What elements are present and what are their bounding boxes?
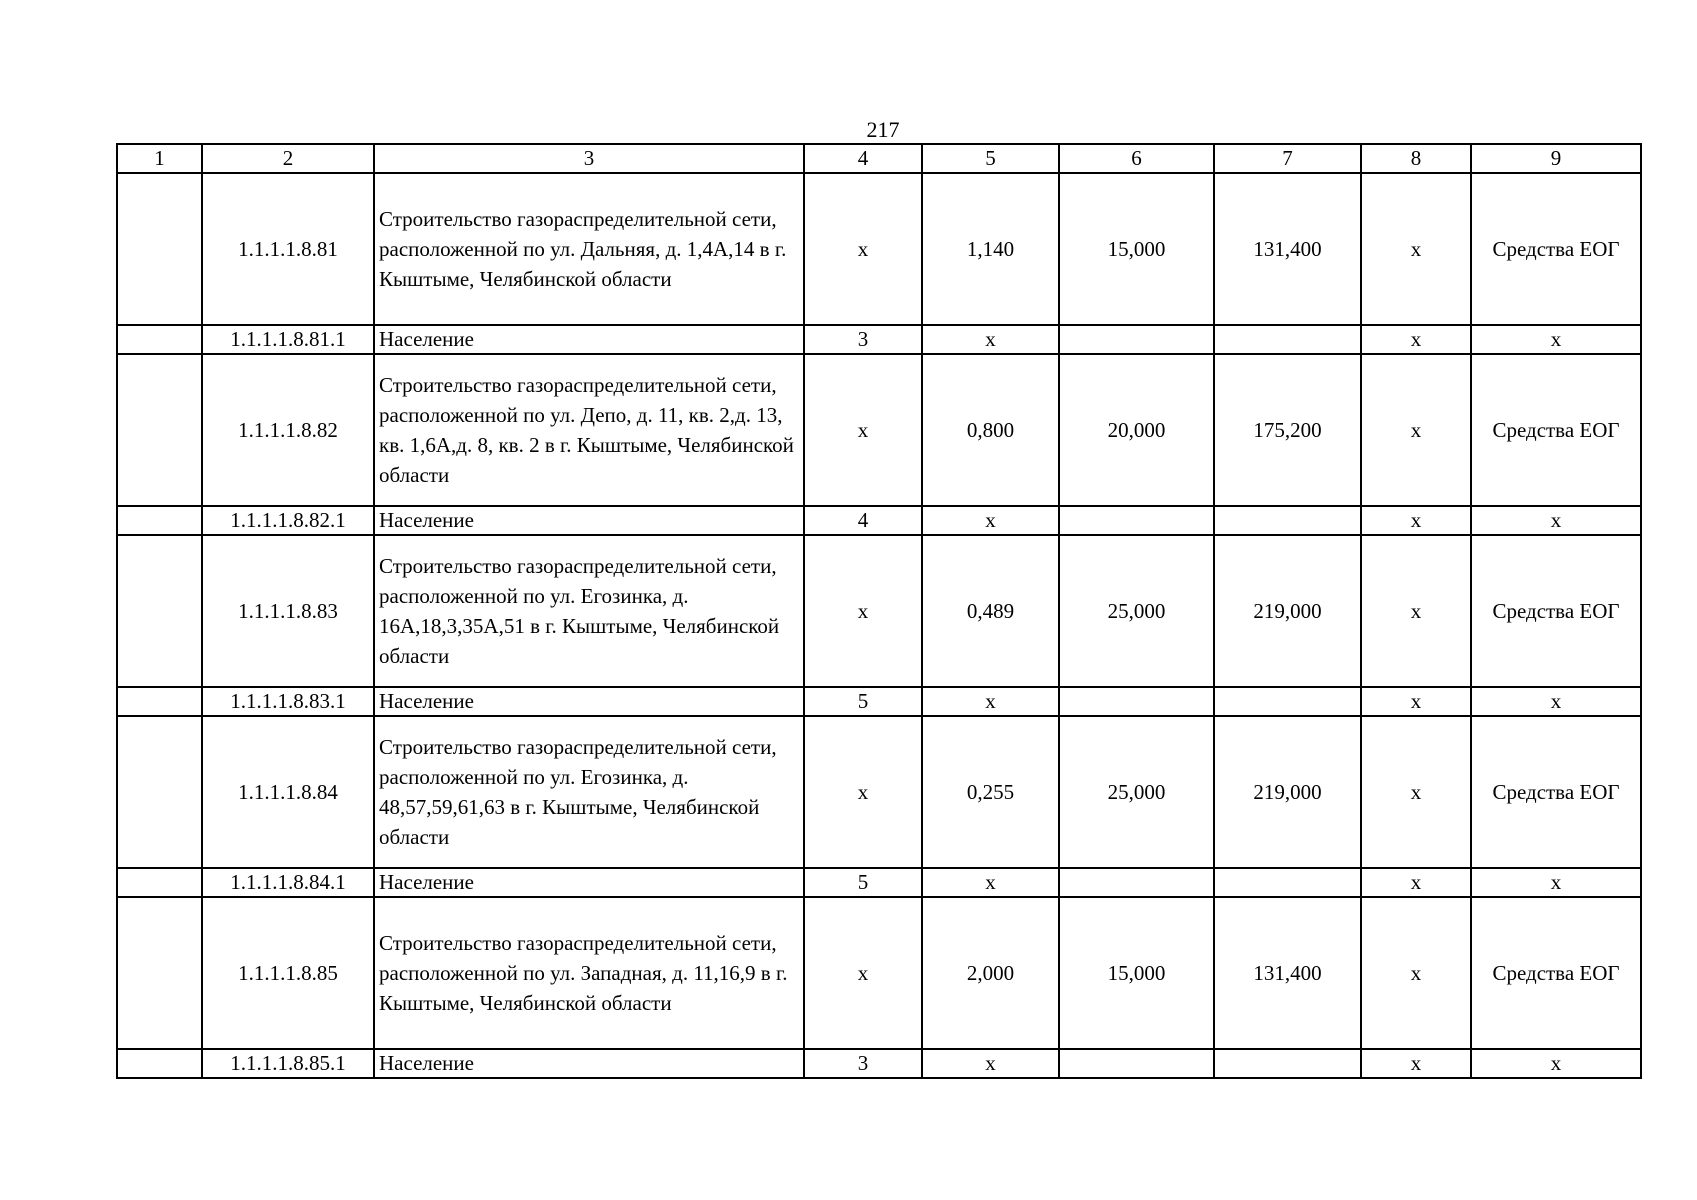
item-description: Строительство газораспределительной сети, расположенной по ул. Дальняя, д. 1,4А,14 в г. Кыштыме, Челябинской области: [374, 173, 804, 325]
page-number: 217: [866, 117, 900, 142]
header-cell: 5: [922, 144, 1059, 173]
empty-cell: [1059, 687, 1214, 716]
empty-cell: [117, 325, 202, 354]
empty-cell: [117, 868, 202, 897]
item-description: Строительство газораспределительной сети, расположенной по ул. Западная, д. 11,16,9 в г. Кыштыме, Челябинской области: [374, 897, 804, 1049]
col8-value: х: [1361, 173, 1471, 325]
col5-value: 2,000: [922, 897, 1059, 1049]
empty-cell: [117, 716, 202, 868]
col5-value: 0,800: [922, 354, 1059, 506]
col4-value: 5: [804, 868, 922, 897]
table-header-row: [117, 144, 1641, 173]
empty-cell: [1059, 1049, 1214, 1078]
col4-value: 3: [804, 325, 922, 354]
col5-value: х: [922, 506, 1059, 535]
col8-value: х: [1361, 897, 1471, 1049]
empty-cell: [1214, 506, 1361, 535]
col7-value: 131,400: [1214, 173, 1361, 325]
col7-value: 219,000: [1214, 535, 1361, 687]
funding-source: Средства ЕОГ: [1471, 716, 1641, 868]
col4-value: х: [804, 173, 922, 325]
funding-source: Средства ЕОГ: [1471, 354, 1641, 506]
col6-value: 15,000: [1059, 897, 1214, 1049]
item-code: 1.1.1.1.8.84: [202, 716, 374, 868]
col8-value: х: [1361, 687, 1471, 716]
col7-value: 131,400: [1214, 897, 1361, 1049]
col4-value: 4: [804, 506, 922, 535]
col8-value: х: [1361, 325, 1471, 354]
data-table: [116, 143, 1642, 1079]
empty-cell: [1059, 325, 1214, 354]
col5-value: х: [922, 1049, 1059, 1078]
col8-value: х: [1361, 1049, 1471, 1078]
header-cell: 7: [1214, 144, 1361, 173]
item-code: 1.1.1.1.8.81: [202, 173, 374, 325]
subitem-name: Население: [374, 1049, 804, 1078]
table-subrow: [117, 325, 1641, 354]
col9-value: х: [1471, 325, 1641, 354]
col6-value: 25,000: [1059, 535, 1214, 687]
col4-value: х: [804, 535, 922, 687]
funding-source: Средства ЕОГ: [1471, 535, 1641, 687]
funding-source: Средства ЕОГ: [1471, 897, 1641, 1049]
empty-cell: [117, 687, 202, 716]
empty-cell: [117, 173, 202, 325]
col4-value: х: [804, 897, 922, 1049]
table-row: [117, 535, 1641, 687]
table-row: [117, 897, 1641, 1049]
col6-value: 25,000: [1059, 716, 1214, 868]
col8-value: х: [1361, 716, 1471, 868]
subitem-name: Население: [374, 687, 804, 716]
col8-value: х: [1361, 868, 1471, 897]
header-cell: 9: [1471, 144, 1641, 173]
col8-value: х: [1361, 354, 1471, 506]
empty-cell: [1059, 868, 1214, 897]
empty-cell: [117, 535, 202, 687]
empty-cell: [1214, 1049, 1361, 1078]
col8-value: х: [1361, 535, 1471, 687]
col8-value: х: [1361, 506, 1471, 535]
empty-cell: [117, 897, 202, 1049]
subitem-name: Население: [374, 325, 804, 354]
col5-value: 0,489: [922, 535, 1059, 687]
col6-value: 15,000: [1059, 173, 1214, 325]
item-description: Строительство газораспределительной сети, расположенной по ул. Егозинка, д. 16А,18,3,35А,51 в г. Кыштыме, Челябинской области: [374, 535, 804, 687]
header-cell: 1: [117, 144, 202, 173]
col5-value: 1,140: [922, 173, 1059, 325]
empty-cell: [117, 1049, 202, 1078]
col5-value: х: [922, 868, 1059, 897]
empty-cell: [1059, 506, 1214, 535]
subitem-code: 1.1.1.1.8.84.1: [202, 868, 374, 897]
col5-value: х: [922, 687, 1059, 716]
col9-value: х: [1471, 1049, 1641, 1078]
table-subrow: [117, 868, 1641, 897]
funding-source: Средства ЕОГ: [1471, 173, 1641, 325]
item-description: Строительство газораспределительной сети, расположенной по ул. Депо, д. 11, кв. 2,д. 13, кв. 1,6А,д. 8, кв. 2 в г. Кыштыме, Челябинской области: [374, 354, 804, 506]
col6-value: 20,000: [1059, 354, 1214, 506]
table-row: [117, 173, 1641, 325]
empty-cell: [1214, 325, 1361, 354]
col9-value: х: [1471, 868, 1641, 897]
header-cell: 2: [202, 144, 374, 173]
empty-cell: [117, 354, 202, 506]
item-code: 1.1.1.1.8.83: [202, 535, 374, 687]
col4-value: х: [804, 716, 922, 868]
item-description: Строительство газораспределительной сети, расположенной по ул. Егозинка, д. 48,57,59,61,63 в г. Кыштыме, Челябинской области: [374, 716, 804, 868]
col4-value: 5: [804, 687, 922, 716]
subitem-code: 1.1.1.1.8.82.1: [202, 506, 374, 535]
col9-value: х: [1471, 506, 1641, 535]
subitem-code: 1.1.1.1.8.83.1: [202, 687, 374, 716]
item-code: 1.1.1.1.8.82: [202, 354, 374, 506]
col4-value: 3: [804, 1049, 922, 1078]
header-cell: 4: [804, 144, 922, 173]
item-code: 1.1.1.1.8.85: [202, 897, 374, 1049]
header-cell: 6: [1059, 144, 1214, 173]
col4-value: х: [804, 354, 922, 506]
header-cell: 8: [1361, 144, 1471, 173]
subitem-code: 1.1.1.1.8.85.1: [202, 1049, 374, 1078]
table-subrow: [117, 506, 1641, 535]
subitem-name: Население: [374, 868, 804, 897]
col5-value: х: [922, 325, 1059, 354]
empty-cell: [117, 506, 202, 535]
col7-value: 219,000: [1214, 716, 1361, 868]
table-row: [117, 716, 1641, 868]
col5-value: 0,255: [922, 716, 1059, 868]
table-subrow: [117, 1049, 1641, 1078]
table-subrow: [117, 687, 1641, 716]
header-cell: 3: [374, 144, 804, 173]
subitem-name: Население: [374, 506, 804, 535]
col9-value: х: [1471, 687, 1641, 716]
table-row: [117, 354, 1641, 506]
subitem-code: 1.1.1.1.8.81.1: [202, 325, 374, 354]
empty-cell: [1214, 868, 1361, 897]
empty-cell: [1214, 687, 1361, 716]
col7-value: 175,200: [1214, 354, 1361, 506]
